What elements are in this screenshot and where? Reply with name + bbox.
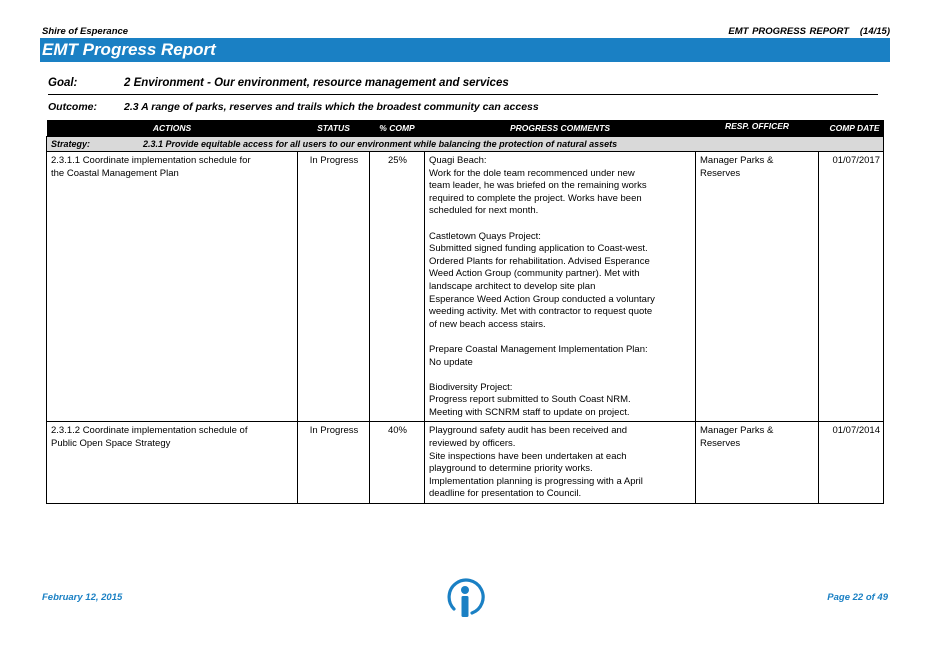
- progress-table: [46, 120, 884, 504]
- header-progress-comments: PROGRESS COMMENTS: [425, 120, 696, 137]
- comment-line: team leader, he was briefed on the remaining works: [429, 180, 647, 192]
- percent-complete-cell: 40%: [370, 422, 425, 504]
- outcome-label: Outcome:: [48, 101, 98, 113]
- completion-date-cell: 01/07/2017: [819, 152, 884, 422]
- goal-text: 2 Environment - Our environment, resource management and services: [124, 77, 509, 89]
- shire-logo-icon: [442, 578, 488, 618]
- report-title: EMT Progress Report: [40, 38, 890, 62]
- comment-line: Quagi Beach:: [429, 155, 487, 166]
- completion-date-cell: 01/07/2014: [819, 422, 884, 504]
- action-cell: [47, 152, 298, 422]
- action-text: Public Open Space Strategy: [51, 438, 171, 450]
- comment-line: Site inspections have been undertaken at each: [429, 450, 627, 462]
- report-reference: EMT PROGRESS REPORT (14/15): [728, 26, 890, 37]
- comment-line: scheduled for next month.: [429, 205, 539, 217]
- comment-line: of new beach access stairs.: [429, 318, 546, 330]
- comment-block: [429, 344, 692, 369]
- comment-line: Esperance Weed Action Group conducted a voluntary: [429, 293, 655, 305]
- status-cell: In Progress: [298, 422, 370, 504]
- comment-line: Biodiversity Project:: [429, 381, 513, 393]
- footer-page-number: Page 22 of 49: [827, 592, 888, 603]
- header-completion-date: COMP DATE: [819, 120, 884, 137]
- officer-text: Reserves: [700, 167, 741, 179]
- progress-comments-cell: [425, 422, 696, 504]
- strategy-row: [47, 137, 884, 152]
- comment-line: Submitted signed funding application to Coast-west.: [429, 243, 648, 255]
- comment-line: deadline for presentation to Council.: [429, 488, 582, 500]
- comment-line: No update: [429, 356, 473, 368]
- top-header: [42, 24, 890, 38]
- status-cell: In Progress: [298, 152, 370, 422]
- action-text: 2.3.1.2 Coordinate implementation schedule of: [51, 425, 248, 437]
- table-row: [47, 152, 884, 422]
- action-cell: [47, 422, 298, 504]
- outcome-line: [48, 101, 878, 115]
- comment-line: Meeting with SCNRM staff to update on project.: [429, 406, 630, 418]
- comment-line: landscape architect to develop site plan: [429, 280, 596, 292]
- strategy-label: Strategy:: [51, 139, 91, 149]
- officer-text: Reserves: [700, 438, 741, 450]
- officer-text: Manager Parks &: [700, 425, 774, 437]
- comment-block: [429, 425, 692, 501]
- header-percent-complete: % COMP: [370, 120, 425, 137]
- table-row: [47, 422, 884, 504]
- outcome-text: 2.3 A range of parks, reserves and trails which the broadest community can access: [124, 101, 539, 113]
- percent-complete-cell: 25%: [370, 152, 425, 422]
- responsible-officer-cell: [696, 152, 819, 422]
- comment-line: Weed Action Group (community partner). Met with: [429, 268, 640, 280]
- action-text: the Coastal Management Plan: [51, 167, 179, 179]
- footer-date: February 12, 2015: [42, 592, 123, 603]
- officer-text: Manager Parks &: [700, 155, 774, 166]
- header-actions: ACTIONS: [47, 120, 298, 137]
- comment-line: Castletown Quays Project:: [429, 230, 541, 242]
- table-header-row: [47, 120, 884, 137]
- comment-block: [429, 231, 692, 332]
- responsible-officer-cell: [696, 422, 819, 504]
- progress-comments-cell: [425, 152, 696, 422]
- comment-line: weeding activity. Met with contractor to request quote: [429, 306, 653, 318]
- comment-line: Progress report submitted to South Coast NRM.: [429, 394, 631, 406]
- comment-line: Ordered Plants for rehabilitation. Advised Esperance: [429, 255, 650, 267]
- comment-line: required to complete the project. Works have been: [429, 192, 642, 204]
- goal-label: Goal:: [48, 77, 78, 89]
- action-text: 2.3.1.1 Coordinate implementation schedule for: [51, 155, 251, 166]
- comment-line: Prepare Coastal Management Implementation Plan:: [429, 343, 648, 355]
- organisation-name: Shire of Esperance: [42, 26, 129, 37]
- header-responsible-officer: RESP. OFFICER: [696, 120, 819, 137]
- comment-block: [429, 382, 692, 420]
- comment-line: Playground safety audit has been received and: [429, 425, 628, 437]
- comment-line: Implementation planning is progressing with a April: [429, 475, 643, 487]
- goal-line: [48, 77, 878, 95]
- comment-block: [429, 155, 692, 218]
- comment-line: Work for the dole team recommenced under new: [429, 167, 635, 179]
- comment-line: reviewed by officers.: [429, 438, 516, 450]
- header-status: STATUS: [298, 120, 370, 137]
- strategy-text: 2.3.1 Provide equitable access for all users to our environment while balancing the protection of natural assets: [143, 139, 618, 149]
- comment-line: playground to determine priority works.: [429, 463, 593, 475]
